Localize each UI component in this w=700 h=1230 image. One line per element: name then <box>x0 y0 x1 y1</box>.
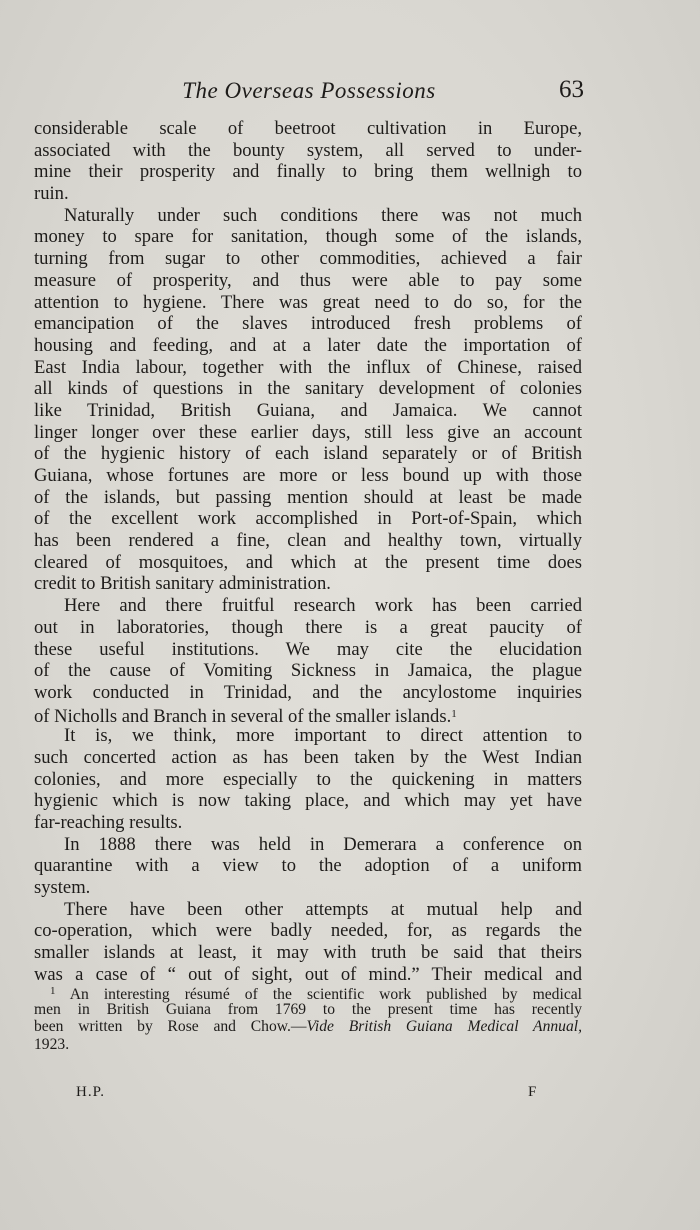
text-line: system. <box>34 877 91 899</box>
text-line: There have been other attempts at mutual help and <box>64 898 582 920</box>
page-number: 63 <box>559 76 584 103</box>
text-line: attention to hygiene. There was great need to do so, for the <box>34 291 582 313</box>
text-line: has been rendered a fine, clean and healthy town, virtually <box>34 530 582 552</box>
text-line: of the hygienic history of each island separately or of British <box>34 443 582 465</box>
text-line: mine their prosperity and finally to bring them wellnigh to <box>34 161 582 183</box>
text-line: turning from sugar to other commodities, achieved a fair <box>34 248 582 270</box>
footnote-line <box>34 1018 582 1036</box>
text-line: of the cause of Vomiting Sickness in Jamaica, the plague <box>34 660 582 682</box>
text-line-content: of Nicholls and Branch in several of the smaller islands. <box>34 705 452 727</box>
text-line: cleared of mosquitoes, and which at the present time does <box>34 551 582 573</box>
running-title: The Overseas Possessions <box>182 78 436 103</box>
footnote-citation: Vide British Guiana Medical Annual, <box>306 1018 582 1036</box>
text-line: all kinds of questions in the sanitary development of colonies <box>34 378 582 400</box>
text-line: co-operation, which were badly needed, for, as regards the <box>34 920 582 942</box>
text-line: such concerted action as has been taken by the West Indian <box>34 746 582 768</box>
text-line: like Trinidad, British Guiana, and Jamaica. We cannot <box>34 399 582 421</box>
text-line: housing and feeding, and at a later date the importation of <box>34 334 582 356</box>
text-line: In 1888 there was held in Demerara a conference on <box>64 833 582 855</box>
text-line: Guiana, whose fortunes are more or less bound up with those <box>34 465 582 486</box>
text-line: far-reaching results. <box>34 812 183 833</box>
text-line: of the islands, but passing mention should at least be made <box>34 486 582 508</box>
text-line: credit to British sanitary administration. <box>34 573 331 595</box>
text-line: measure of prosperity, and thus were able to pay some <box>34 269 582 291</box>
text-line: emancipation of the slaves introduced fresh problems of <box>34 313 582 335</box>
text-line: linger longer over these earlier days, still less give an account <box>34 421 582 443</box>
text-line: colonies, and more especially to the quickening in matters <box>34 768 582 790</box>
text-line: was a case of “ out of sight, out of mind.” Their medical and <box>34 963 582 985</box>
text-line: considerable scale of beetroot cultivation in Europe, <box>34 118 582 139</box>
footnote-line: men in British Guiana from 1769 to the present time has recently <box>34 1000 582 1018</box>
running-head <box>34 76 584 108</box>
footnote-line <box>34 983 582 1001</box>
footnote-marker: 1 <box>50 985 56 997</box>
text-line-with-footnote <box>34 704 582 726</box>
text-line: work conducted in Trinidad, and the ancylostome inquiries <box>34 681 582 703</box>
footnote-line: 1923. <box>34 1035 70 1053</box>
text-line: money to spare for sanitation, though some of the islands, <box>34 226 582 248</box>
text-line: ruin. <box>34 183 69 205</box>
text-line: East India labour, together with the influx of Chinese, raised <box>34 356 582 378</box>
text-line: these useful institutions. We may cite the elucidation <box>34 638 582 660</box>
footnote-marker: 1 <box>451 707 457 720</box>
body-text <box>34 118 582 986</box>
text-line: of the excellent work accomplished in Port-of-Spain, which <box>34 508 582 530</box>
footnote <box>34 983 582 1053</box>
text-line: It is, we think, more important to direct attention to <box>64 725 582 747</box>
text-line: associated with the bounty system, all served to under- <box>34 139 582 161</box>
footnote-text: An interesting résumé of the scientific work published by medical <box>69 986 582 1003</box>
signature-initials: H.P. <box>76 1084 106 1100</box>
text-line: hygienic which is now taking place, and which may yet have <box>34 790 582 812</box>
text-line: out in laboratories, though there is a great paucity of <box>34 616 582 638</box>
footnote-text: been written by Rose and Chow.— <box>34 1018 307 1036</box>
text-line: Here and there fruitful research work has been carried <box>64 595 582 617</box>
text-line: quarantine with a view to the adoption of a uniform <box>34 855 582 877</box>
signature-letter: F <box>528 1084 537 1100</box>
text-line: Naturally under such conditions there was not much <box>64 204 582 226</box>
text-line: smaller islands at least, it may with truth be said that theirs <box>34 942 582 964</box>
